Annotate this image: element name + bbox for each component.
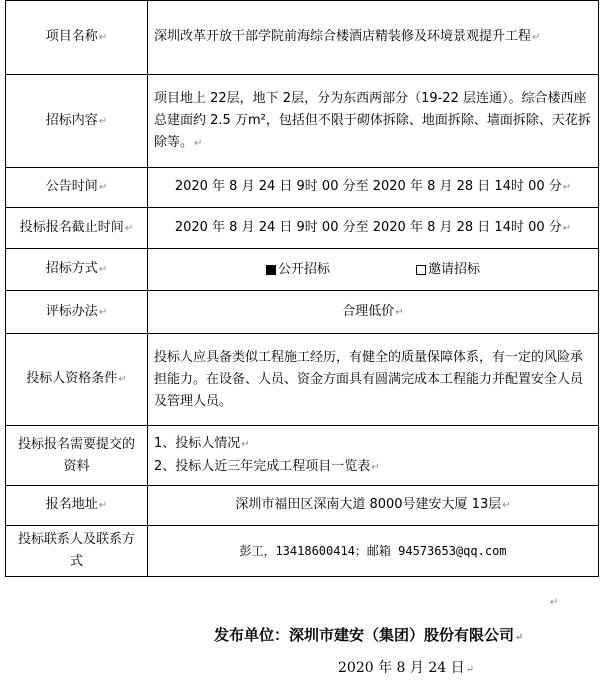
paragraph-mark-icon: ↵: [98, 32, 108, 43]
row-evaluation: [6, 291, 599, 334]
paragraph-mark-icon: ↵: [371, 461, 380, 473]
paragraph-mark-icon: ↵: [562, 182, 572, 193]
registration-deadline-label: 投标报名截止时间↵: [6, 208, 148, 249]
unchecked-checkbox-icon[interactable]: [416, 265, 426, 275]
address-value: 深圳市福田区深南大道 8000号建安大厦 13层↵: [148, 486, 599, 526]
paragraph-mark-icon: ↵: [395, 306, 404, 318]
scope-label: 招标内容↵: [6, 75, 148, 168]
paragraph-mark-icon: ↵: [550, 597, 559, 608]
paragraph-mark-icon: ↵: [194, 137, 203, 149]
project-name-label: 项目名称↵: [6, 1, 148, 75]
paragraph-mark-icon: ↵: [118, 374, 127, 385]
contact-label: 投标联系人及联系方式: [6, 526, 148, 577]
announcement-period-value: 2020 年 8 月 24 日 9时 00 分至 2020 年 8 月 28 日 14时 00 分↵: [148, 168, 599, 208]
row-qualification: [6, 334, 599, 426]
evaluation-value: 合理低价↵: [148, 291, 599, 334]
document-item: 1、投标人情况↵: [154, 435, 250, 451]
documents-label: 投标报名需要提交的资料: [6, 426, 148, 486]
row-tender-method: [6, 249, 599, 291]
row-scope: [6, 75, 599, 168]
document-item: 2、投标人近三年完成工程项目一览表↵: [154, 458, 380, 474]
row-address: [6, 486, 599, 526]
paragraph-mark-icon: ↵: [98, 115, 108, 127]
scope-value: 项目地上 22层，地下 2层，分为东西两部分（19-22 层连通）。综合楼西座总建面约 2.5 万m²，包括但不限于砌体拆除、地面拆除、墙面拆除、天花拆除等。↵: [148, 75, 599, 168]
project-name-value: 深圳改革开放干部学院前海综合楼酒店精装修及环境景观提升工程↵: [148, 1, 599, 75]
publish-date: 2020 年 8 月 24 日↵: [338, 660, 474, 676]
paragraph-mark-icon: ↵: [532, 32, 541, 43]
tender-method-label: 招标方式↵: [6, 249, 148, 291]
row-contact: [6, 526, 599, 577]
paragraph-mark-icon: ↵: [562, 222, 572, 234]
tender-notice-table: [5, 0, 599, 577]
checked-checkbox-icon[interactable]: [266, 265, 276, 275]
invited-tender-option[interactable]: 邀请招标: [416, 259, 480, 281]
open-tender-option[interactable]: 公开招标: [266, 259, 330, 281]
documents-value: [148, 426, 599, 486]
qualification-label: 投标人资格条件↵: [6, 334, 148, 426]
evaluation-label: 评标办法↵: [6, 291, 148, 334]
announcement-period-label: 公告时间↵: [6, 168, 148, 208]
paragraph-mark-icon: ↵: [515, 632, 524, 643]
paragraph-mark-icon: ↵: [98, 306, 108, 318]
paragraph-mark-icon: ↵: [98, 264, 108, 275]
qualification-value: 投标人应具备类似工程施工经历，有健全的质量保障体系，有一定的风险承担能力。在设备、人员、资金方面具有圆满完成本工程能力并配置安全人员及管理人员。: [148, 334, 599, 426]
row-announcement-period: [6, 168, 599, 208]
paragraph-mark-icon: ↵: [98, 500, 108, 511]
tender-method-value: [148, 249, 599, 291]
paragraph-mark-icon: ↵: [241, 438, 250, 450]
publisher-line: 发布单位：深圳市建安（集团）股份有限公司↵: [214, 626, 524, 644]
row-project-name: [6, 1, 599, 75]
registration-deadline-value: 2020 年 8 月 24 日 9时 00 分至 2020 年 8 月 28 日 14时 00 分↵: [148, 208, 599, 249]
address-label: 报名地址↵: [6, 486, 148, 526]
paragraph-mark-icon: ↵: [98, 182, 108, 193]
paragraph-mark-icon: ↵: [465, 664, 474, 675]
row-documents: [6, 426, 599, 486]
contact-value: 彭工，13418600414；邮箱 94573653@qq.com: [148, 526, 599, 577]
paragraph-mark-icon: ↵: [502, 500, 511, 511]
row-registration-deadline: [6, 208, 599, 249]
paragraph-mark-icon: ↵: [124, 222, 134, 234]
